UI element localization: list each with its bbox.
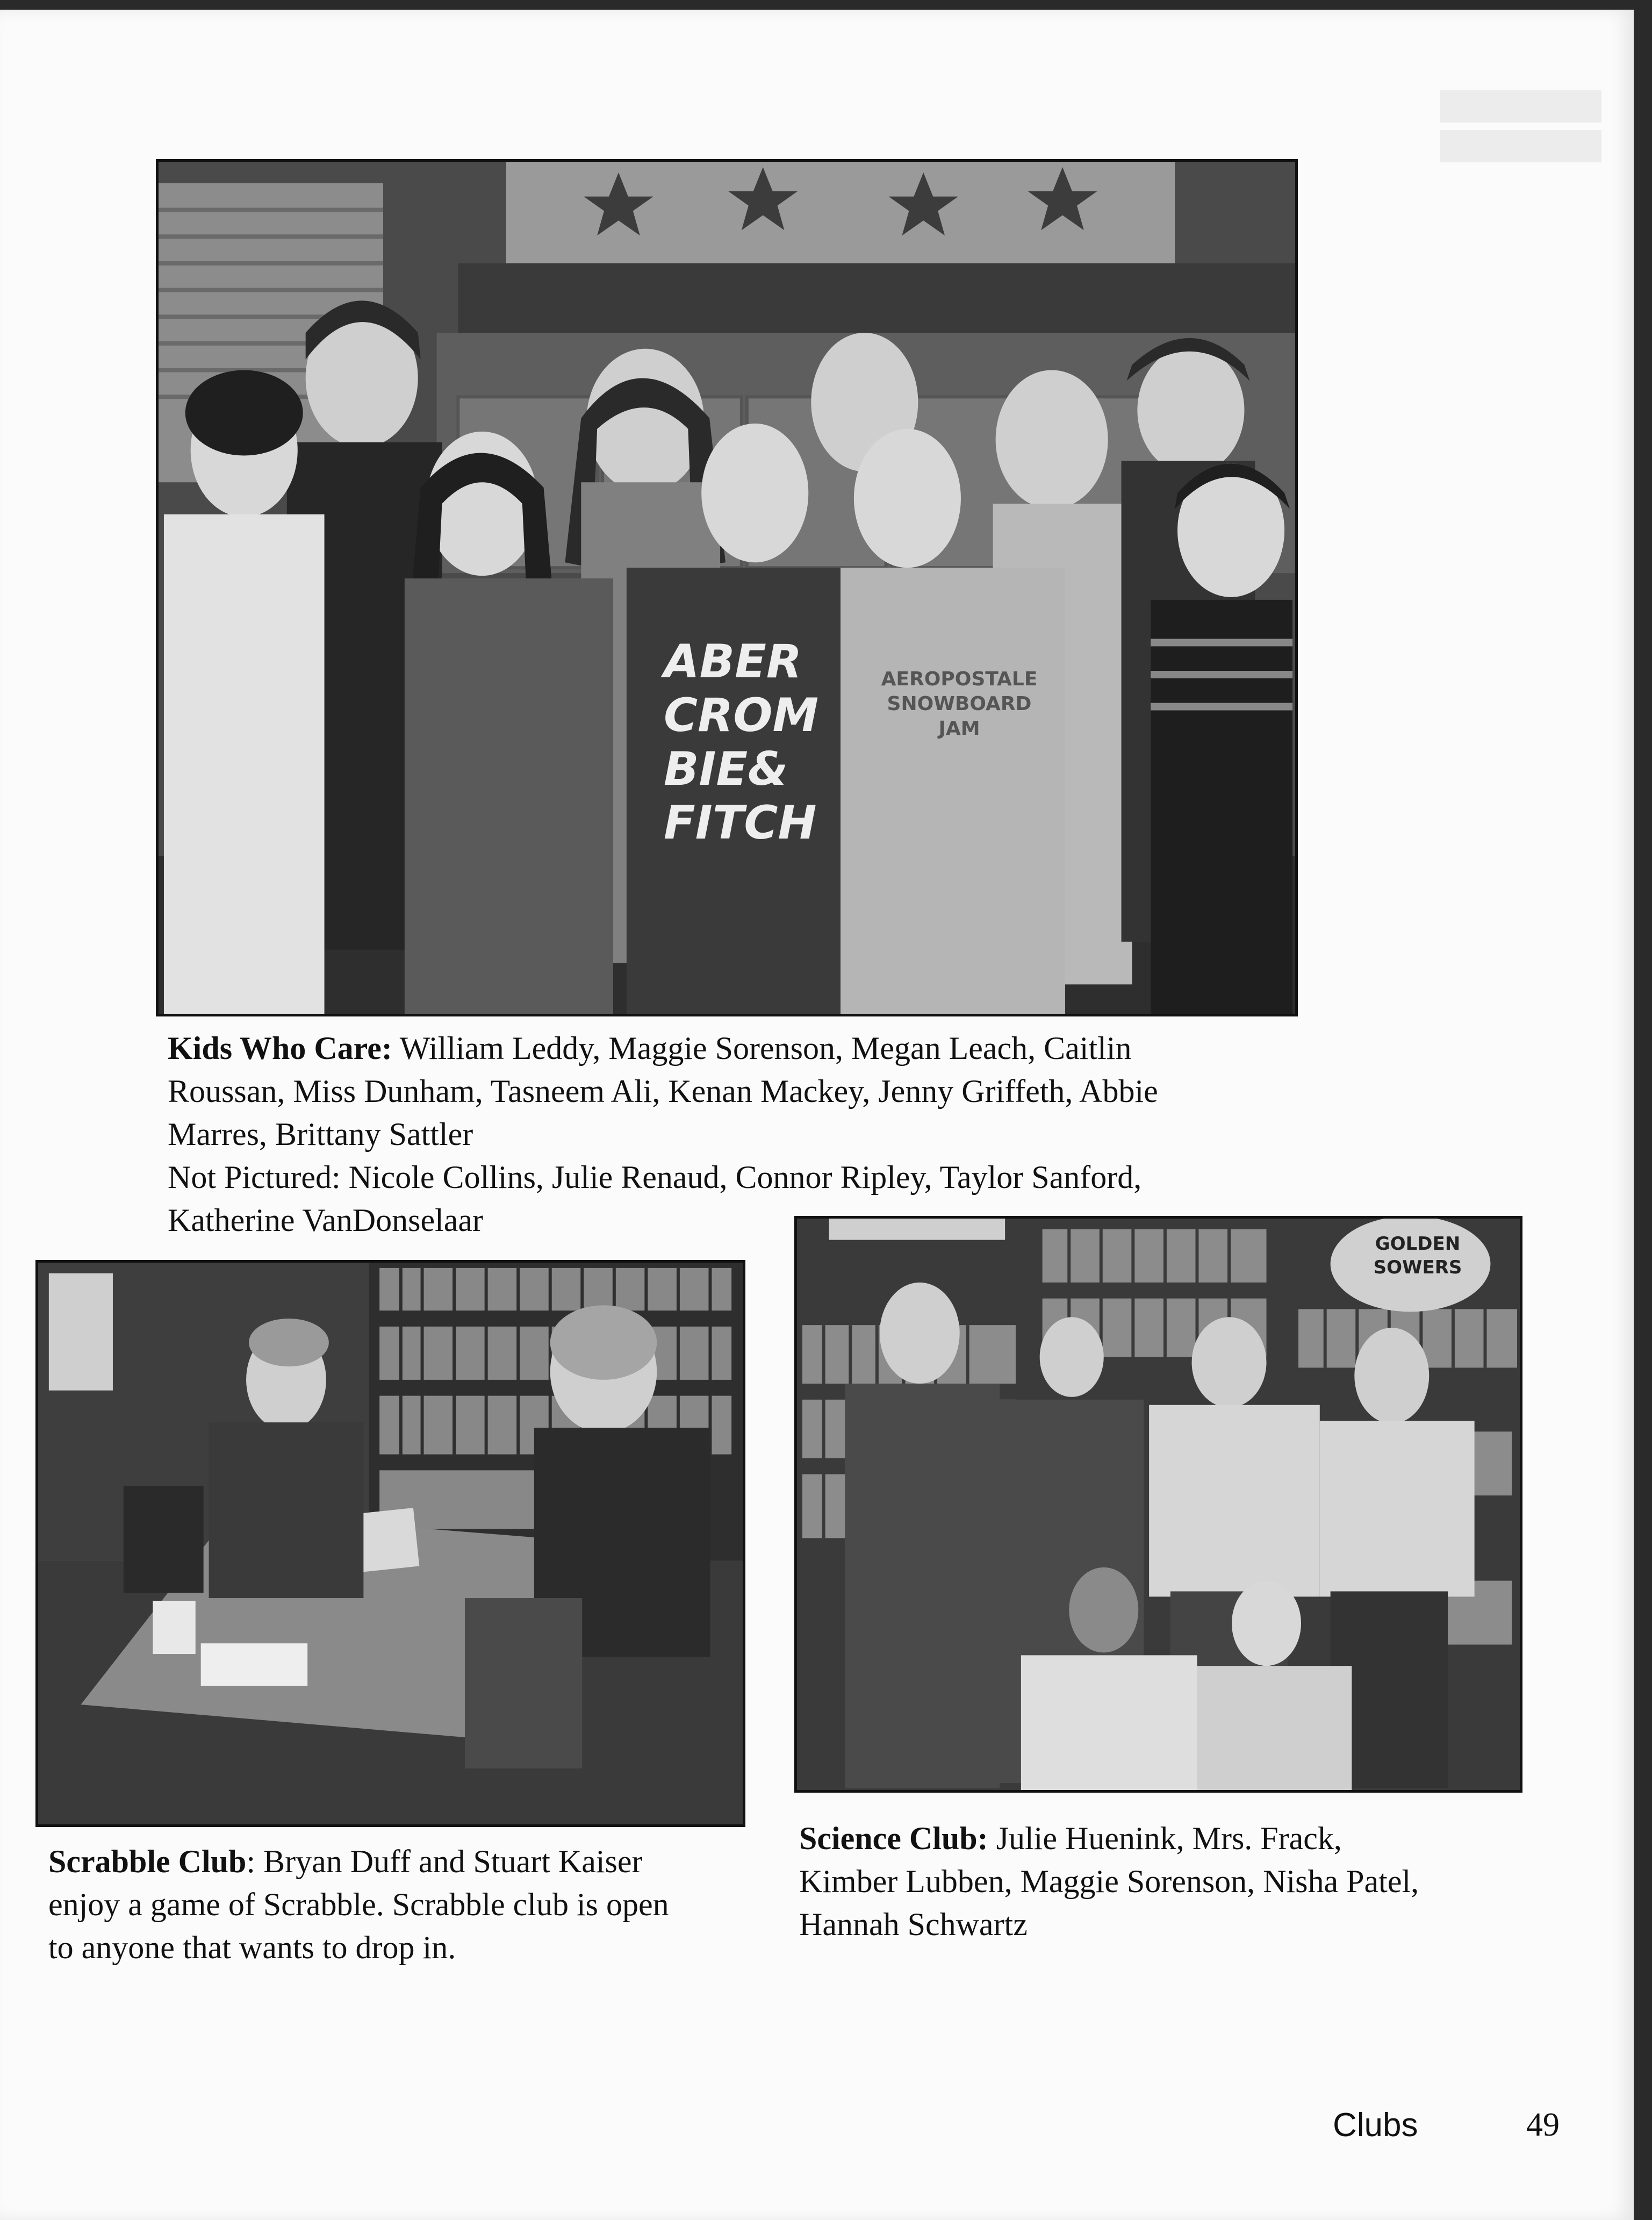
- caption-text-cont: enjoy a game of Scrabble. Scrabble club is open: [48, 1887, 669, 1922]
- yearbook-page: [0, 10, 1634, 2220]
- caption-title: Scrabble Club: [48, 1844, 247, 1879]
- caption-members-cont: Kimber Lubben, Maggie Sorenson, Nisha Patel,: [799, 1864, 1419, 1899]
- caption-title: Kids Who Care:: [168, 1030, 392, 1066]
- shirt-graphic-abercrombie: ABER CROM BIE& FITCH: [664, 635, 819, 850]
- caption-title: Science Club:: [799, 1821, 988, 1856]
- caption-not-pictured: Not Pictured: Nicole Collins, Julie Renaud, Connor Ripley, Taylor Sanford,: [168, 1159, 1142, 1195]
- caption-members-cont: Hannah Schwartz: [799, 1907, 1028, 1942]
- science-club-caption: [799, 1817, 1552, 1946]
- section-title: Clubs: [1333, 2107, 1418, 2144]
- scrabble-club-caption: [48, 1840, 758, 1969]
- kids-who-care-caption: [168, 1027, 1323, 1242]
- golden-sowers-banner: GOLDEN SOWERS: [1373, 1233, 1462, 1278]
- caption-members-cont: Marres, Brittany Sattler: [168, 1116, 473, 1152]
- caption-members: William Leddy, Maggie Sorenson, Megan Leach, Caitlin: [392, 1030, 1132, 1066]
- science-club-photo: [794, 1216, 1522, 1793]
- scrabble-club-photo: [35, 1260, 745, 1827]
- caption-text: : Bryan Duff and Stuart Kaiser: [246, 1844, 643, 1879]
- bleed-through-text: [1440, 90, 1623, 209]
- caption-members: Julie Huenink, Mrs. Frack,: [988, 1821, 1342, 1856]
- page-number: 49: [1526, 2107, 1560, 2143]
- shirt-graphic-aeropostale: AEROPOSTALE SNOWBOARD JAM: [881, 668, 1038, 740]
- caption-not-pictured-cont: Katherine VanDonselaar: [168, 1202, 483, 1238]
- caption-members-cont: Roussan, Miss Dunham, Tasneem Ali, Kenan Mackey, Jenny Griffeth, Abbie: [168, 1073, 1158, 1109]
- caption-text-cont: to anyone that wants to drop in.: [48, 1930, 456, 1965]
- kids-who-care-photo: [156, 159, 1298, 1016]
